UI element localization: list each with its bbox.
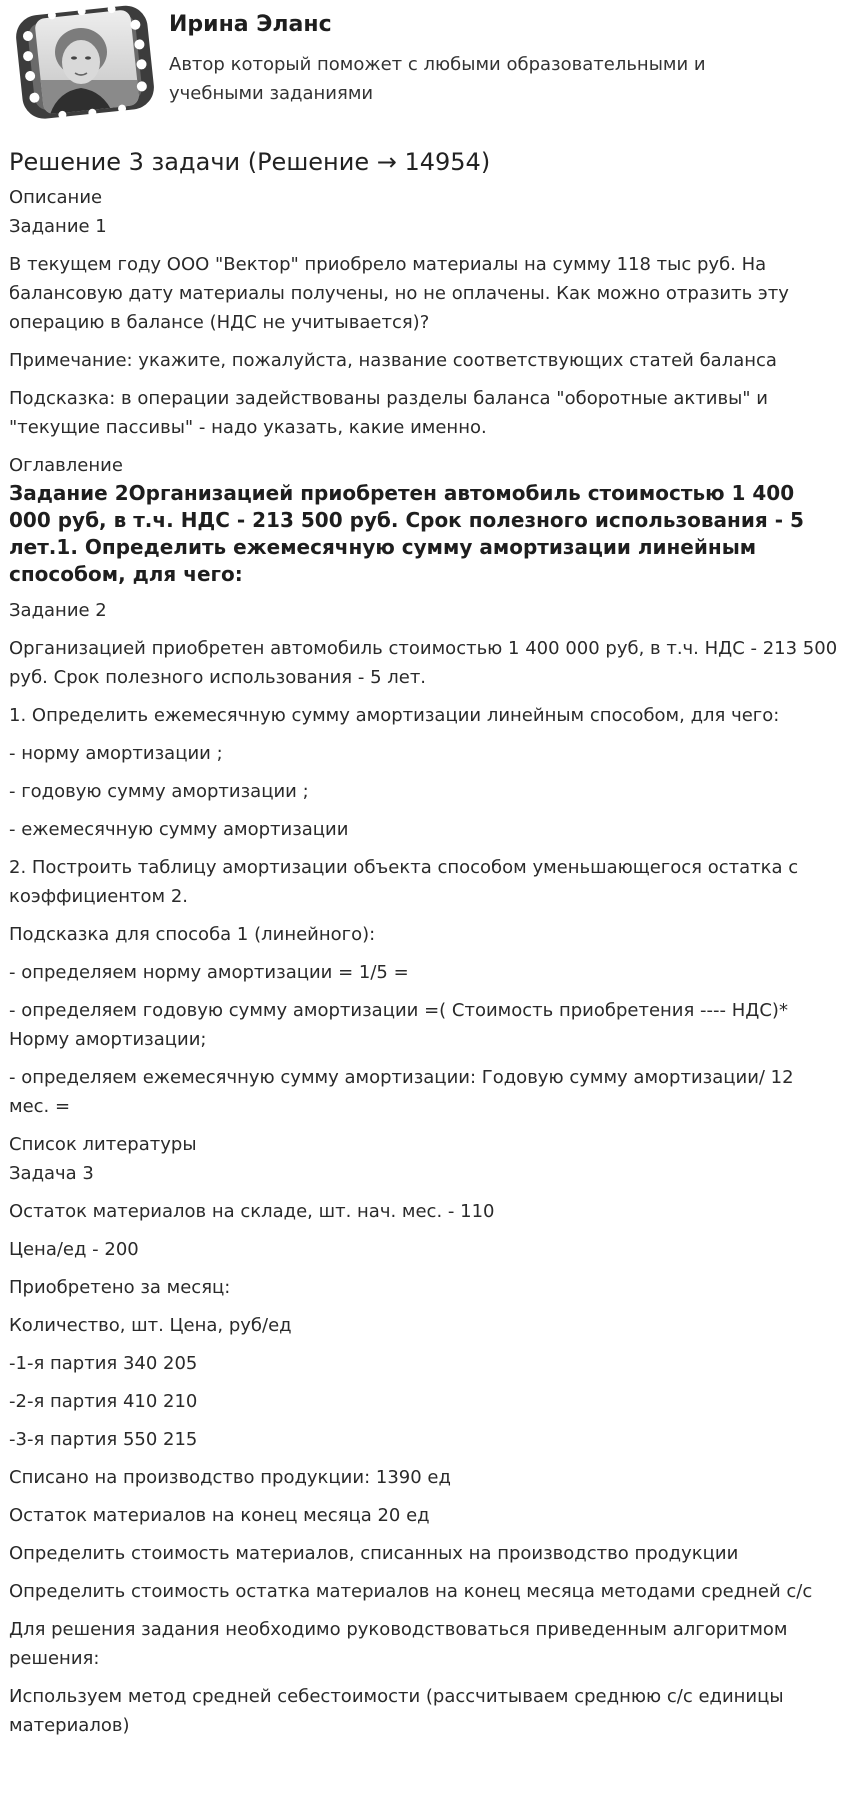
paragraph: Подсказка для способа 1 (линейного): (9, 924, 376, 945)
task1-label: Задание 1 (9, 216, 107, 237)
paragraph: Для решения задания необходимо руководствоваться приведенным алгоритмом решения: (9, 1619, 788, 1669)
paragraph: - годовую сумму амортизации ; (9, 781, 309, 802)
paragraph: В текущем году ООО "Вектор" приобрело материалы на сумму 118 тыс руб. На балансовую дату материалы получены, но не оплачены. Как можно отразить эту операцию в балансе (НДС не учитывается)? (9, 254, 789, 333)
paragraph: Определить стоимость остатка материалов на конец месяца методами средней с/с (9, 1581, 813, 1602)
task2-heading: Задание 2Организацией приобретен автомобиль стоимостью 1 400 000 руб, в т.ч. НДС - 213 500 руб. Срок полезного использования - 5 лет.1. Определить ежемесячную сумму амортизации линейным способом, для чего: (9, 481, 804, 586)
author-description: Автор который поможет с любыми образовательными и учебными заданиями (169, 54, 706, 104)
paragraph: - определяем ежемесячную сумму амортизации: Годовую сумму амортизации/ 12 мес. = (9, 1067, 794, 1117)
paragraph: - определяем норму амортизации = 1/5 = (9, 962, 409, 983)
paragraph: Организацией приобретен автомобиль стоимостью 1 400 000 руб, в т.ч. НДС - 213 500 руб. Срок полезного использования - 5 лет. (9, 638, 838, 688)
paragraph: Определить стоимость материалов, списанных на производство продукции (9, 1543, 739, 1564)
avatar[interactable] (9, 0, 169, 130)
paragraph: 2. Построить таблицу амортизации объекта способом уменьшающегося остатка с коэффициентом 2. (9, 857, 799, 907)
paragraph: Количество, шт. Цена, руб/ед (9, 1315, 292, 1336)
page-title: Решение 3 задачи (Решение → 14954) (9, 148, 491, 176)
paragraph: Подсказка: в операции задействованы разделы баланса "оборотные активы" и "текущие пассивы" - надо указать, какие именно. (9, 388, 769, 438)
paragraph: Используем метод средней себестоимости (рассчитываем среднюю с/с единицы материалов) (9, 1686, 784, 1736)
paragraph: 1. Определить ежемесячную сумму амортизации линейным способом, для чего: (9, 705, 780, 726)
toc-label: Оглавление (9, 455, 123, 476)
paragraph: Остаток материалов на складе, шт. нач. мес. - 110 (9, 1201, 495, 1222)
paragraph: Примечание: укажите, пожалуйста, название соответствующих статей баланса (9, 350, 777, 371)
paragraph: Цена/ед - 200 (9, 1239, 139, 1260)
avatar-image (9, 0, 159, 126)
paragraph: Остаток материалов на конец месяца 20 ед (9, 1505, 430, 1526)
description-label: Описание (9, 187, 103, 208)
task3-body (9, 1197, 838, 1740)
author-name[interactable]: Ирина Эланс (169, 12, 332, 37)
author-card (9, 0, 838, 130)
task2-label: Задание 2 (9, 600, 107, 621)
paragraph: -1-я партия 340 205 (9, 1353, 198, 1374)
paragraph: -3-я партия 550 215 (9, 1429, 198, 1450)
paragraph: - норму амортизации ; (9, 743, 223, 764)
task1-body (9, 250, 838, 442)
task2-body (9, 634, 838, 1121)
literature-label: Список литературы (9, 1134, 197, 1155)
author-info (169, 0, 769, 108)
paragraph: Списано на производство продукции: 1390 ед (9, 1467, 451, 1488)
paragraph: - ежемесячную сумму амортизации (9, 819, 349, 840)
paragraph: - определяем годовую сумму амортизации =( Стоимость приобретения ---- НДС)* Норму амортизации; (9, 1000, 788, 1050)
task3-label: Задача 3 (9, 1163, 94, 1184)
paragraph: -2-я партия 410 210 (9, 1391, 198, 1412)
paragraph: Приобретено за месяц: (9, 1277, 231, 1298)
